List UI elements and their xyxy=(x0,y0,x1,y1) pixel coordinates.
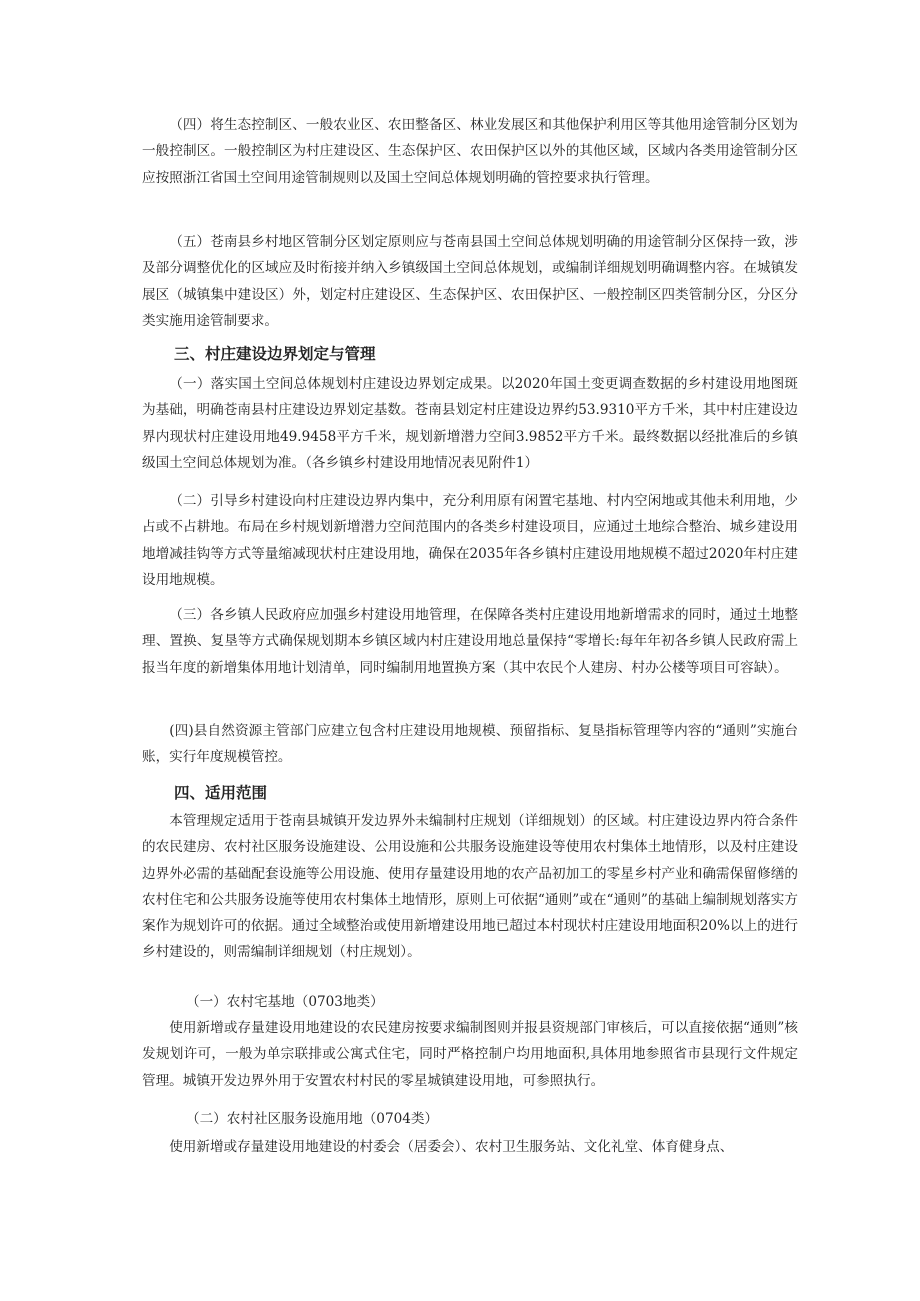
paragraph-community-services: 使用新增或存量建设用地建设的村委会（居委会）、农村卫生服务站、文化礼堂、体育健身点、 xyxy=(169,1139,734,1155)
paragraph-zoning-principles: （五）苍南县乡村地区管制分区划定原则应与苍南县国土空间总体规划明确的用途管制分区保持一致，涉及部分调整优化的区域应及时衔接并纳入乡镇级国土空间总体规划，或编制详细规划明确调整内容。在城镇发展区（城镇集中建设区）外，划定村庄建设区、生态保护区、农田保护区、一般控制区四类管制分区，分区分类实施用途管制要求。 xyxy=(142,234,798,329)
subheading-community-services: （二）农村社区服务设施用地（0704类） xyxy=(186,1111,439,1127)
section-heading-village-boundary: 三、村庄建设边界划定与管理 xyxy=(174,345,376,363)
subheading-homestead: （一）农村宅基地（0703地类） xyxy=(186,994,384,1010)
paragraph-scope: 本管理规定适用于苍南县城镇开发边界外未编制村庄规划（详细规划）的区域。村庄建设边界内符合条件的农民建房、农村社区服务设施建设、公用设施和公共服务设施建设等使用农村集体土地情形，以及村庄建设边界外必需的基础配套设施等公用设施、使用存量建设用地的农产品初加工的零星乡村产业和确需保留修缮的农村住宅和公共服务设施等使用农村集体土地情形，原则上可依据“通则”或在“通则”的基础上编制规划落实方案作为规划许可的依据。通过全域整治或使用新增建设用地已超过本村现状村庄建设用地面积20%以上的进行乡村建设的，则需编制详细规划（村庄规划）。 xyxy=(142,813,798,961)
section-heading-scope: 四、适用范围 xyxy=(174,784,268,802)
paragraph-general-control-zone: （四）将生态控制区、一般农业区、农田整备区、林业发展区和其他保护利用区等其他用途管制分区划为一般控制区。一般控制区为村庄建设区、生态保护区、农田保护区以外的其他区域，区域内各类用途管制分区应按照浙江省国土空间用途管制规则以及国土空间总体规划明确的管控要求执行管理。 xyxy=(142,117,798,186)
paragraph-boundary-results: （一）落实国土空间总体规划村庄建设边界划定成果。以2020年国土变更调查数据的乡村建设用地图斑为基础，明确苍南县村庄建设边界划定基数。苍南县划定村庄建设边界约53.9310平方千米，其中村庄建设边界内现状村庄建设用地49.9458平方千米，规划新增潜力空间3.9852平方千米。最终数据以经批准后的乡镇级国土空间总体规划为准。（各乡镇乡村建设用地情况表见附件1） xyxy=(142,376,798,471)
paragraph-county-ledger: (四)县自然资源主管部门应建立包含村庄建设用地规模、预留指标、复垦指标管理等内容的“通则”实施台账，实行年度规模管控。 xyxy=(142,723,798,766)
paragraph-homestead: 使用新增或存量建设用地建设的农民建房按要求编制图则并报县资规部门审核后，可以直接依据“通则”核发规划许可，一般为单宗联排或公寓式住宅，同时严格控制户均用地面积,具体用地参照省市县现行文件规定管理。城镇开发边界外用于安置农村村民的零星城镇建设用地，可参照执行。 xyxy=(142,1020,798,1089)
paragraph-guide-construction: （二）引导乡村建设向村庄建设边界内集中，充分利用原有闲置宅基地、村内空闲地或其他未利用地，少占或不占耕地。布局在乡村规划新增潜力空间范围内的各类乡村建设项目，应通过土地综合整治、城乡建设用地增减挂钩等方式等量缩减现状村庄建设用地，确保在2035年各乡镇村庄建设用地规模不超过2020年村庄建设用地规模。 xyxy=(142,493,798,588)
paragraph-township-management: （三）各乡镇人民政府应加强乡村建设用地管理，在保障各类村庄建设用地新增需求的同时，通过土地整理、置换、复垦等方式确保规划期本乡镇区域内村庄建设用地总量保持“零增长:每年年初各乡镇人民政府需上报当年度的新增集体用地计划清单，同时编制用地置换方案（其中农民个人建房、村办公楼等项目可容缺）。 xyxy=(142,607,798,676)
